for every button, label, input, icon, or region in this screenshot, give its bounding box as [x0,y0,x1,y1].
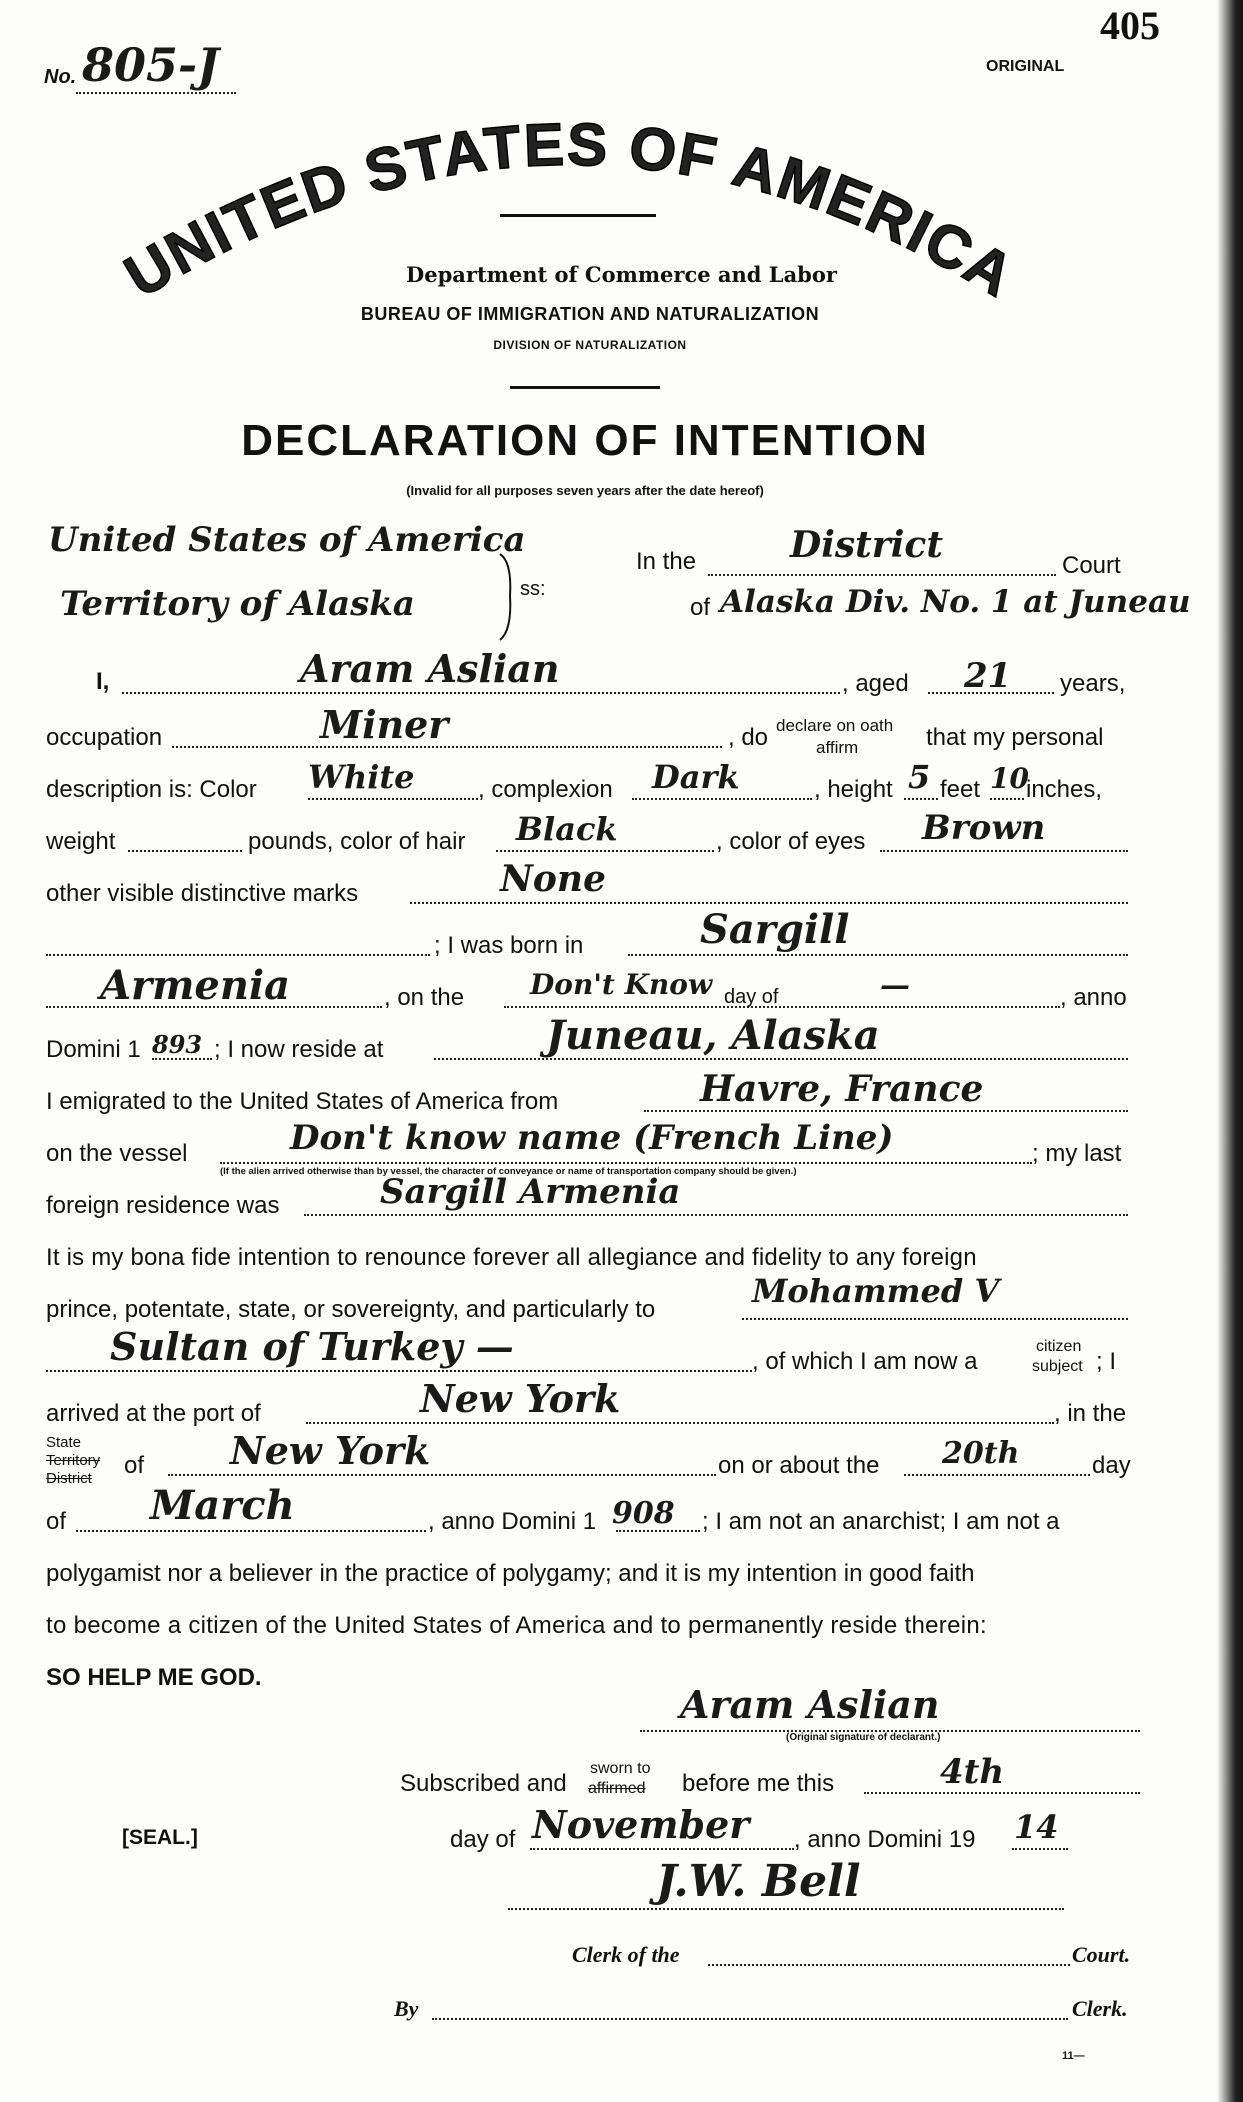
sovereign-2: Sultan of Turkey — [110,1324,514,1369]
arrived-label: arrived at the port of [46,1400,261,1427]
color-line [308,798,478,800]
page-number: 405 [1100,3,1160,48]
feet-label: feet [940,776,981,803]
so-help-text: SO HELP ME GOD. [46,1664,262,1691]
declare-label: declare on oath [776,716,894,735]
sworn-label: sworn to [590,1760,651,1777]
form-number: 11— [1062,2050,1085,2062]
header-rule-1 [500,214,656,217]
birth-month: — [880,968,910,1003]
inches-line [990,798,1024,800]
court-label: Court [1062,552,1121,579]
court-label-2: Court. [1072,1942,1131,1967]
scan-edge [1217,0,1243,2102]
document-subtitle: (Invalid for all purposes seven years after the date hereof) [406,483,764,498]
foreign-residence: Sargill Armenia [380,1172,681,1212]
arrival-day-line [904,1474,1090,1476]
foreign-label: foreign residence was [46,1192,280,1219]
marks-label: other visible distinctive marks [46,880,359,907]
territory-label: Territory [46,1452,101,1469]
on-the-label: , on the [384,984,465,1011]
feet-line [904,798,938,800]
court-type: District [790,524,943,566]
pounds-label: pounds, color of hair [248,828,466,855]
weight-label: weight [46,828,116,855]
venue-bracket [498,552,518,642]
clerk-signature: J.W. Bell [656,1856,861,1907]
marks: None [500,858,606,900]
born-country: Armenia [100,962,291,1009]
no-label: No. [44,66,77,88]
day-of-label-2: day of [450,1826,516,1853]
complexion-label: , complexion [478,776,613,803]
intention-text: It is my bona fide intention to renounce forever all allegiance and fidelity to any foreign [46,1244,977,1271]
port-line [306,1422,1054,1424]
port: New York [420,1376,621,1421]
anno-domini-label: , anno Domini 1 [428,1508,597,1535]
sub-day: 4th [940,1752,1005,1792]
state-of-label: of [124,1452,145,1479]
years-label: years, [1060,670,1126,697]
eyes: Brown [922,808,1046,848]
affirmed-label: affirmed [588,1780,646,1797]
birth-day: Don't Know [530,968,713,1001]
which-label: , of which I am now a [752,1348,978,1375]
bureau: BUREAU OF IMMIGRATION AND NATURALIZATION [360,304,820,324]
do-label: , do [728,724,769,751]
court-type-line [708,574,1056,576]
marks-line-2 [46,954,430,956]
birth-date-line [504,1006,1060,1008]
declarant-name: Aram Aslian [300,646,560,691]
citizen-text: to become a citizen of the United States of America and to permanently reside therein: [46,1612,987,1639]
declarant-signature: Aram Aslian [680,1682,940,1727]
anarchist-text: ; I am not an anarchist; I am not a [702,1508,1060,1535]
clerk-label-2: Clerk. [1072,1996,1128,2021]
subject-label: subject [1032,1358,1083,1375]
vessel-label: on the vessel [46,1140,188,1167]
sub-year: 14 [1014,1808,1059,1846]
eyes-label: , color of eyes [716,828,866,855]
hair: Black [516,810,618,848]
original-label: ORIGINAL [986,58,1065,75]
of2-label: of [46,1508,67,1535]
country-title: UNITED STATES OF AMERICA [113,110,1027,311]
complexion-line [632,798,812,800]
vessel-line [220,1162,1032,1164]
occupation-label: occupation [46,724,163,751]
document-title: DECLARATION OF INTENTION [241,416,929,465]
born-town: Sargill [700,906,850,953]
complexion: Dark [652,758,740,796]
signature-note: (Original signature of declarant.) [786,1732,941,1743]
in-the-label-2: , in the [1054,1400,1127,1427]
by-label: By [394,1996,419,2021]
district-label: District [46,1470,92,1487]
arrival-day: 20th [942,1436,1020,1471]
sub-day-line [864,1792,1140,1794]
day-label: day [1092,1452,1131,1479]
emigrated-from: Havre, France [700,1068,984,1110]
vessel-note: (If the alien arrived otherwise than by vessel, the character of conveyance or name of transportation company should be given.) [220,1166,797,1177]
arrival-year: 908 [612,1496,675,1531]
clerk-court-line [708,1964,1070,1966]
emigrated-label: I emigrated to the United States of America from [46,1088,559,1115]
document-number: 805-J [82,38,219,92]
semi-i-label: ; I [1096,1348,1117,1375]
age: 21 [964,656,1012,696]
polygamist-text: polygamist nor a believer in the practice of polygamy; and it is my intention in good faith [46,1560,975,1587]
last-label: ; my last [1032,1140,1122,1167]
weight-line [128,850,242,852]
emigrated-line [644,1110,1128,1112]
before-label: before me this [682,1770,835,1797]
inches-label: inches, [1026,776,1103,803]
sovereign-1: Mohammed V [752,1272,1000,1310]
name-line [122,692,840,694]
reside-label: ; I now reside at [214,1036,384,1063]
occupation: Miner [320,702,449,747]
court-place: Alaska Div. No. 1 at Juneau [720,584,1191,620]
color: White [308,758,415,796]
arrival-month-line [76,1530,426,1532]
venue-of-label: of [690,594,711,621]
division: DIVISION OF NATURALIZATION [493,338,687,352]
foreign-line [304,1214,1128,1216]
inches: 10 [990,762,1029,795]
marks-line [410,902,1128,904]
ss-label: ss: [520,578,546,600]
by-line [432,2018,1068,2020]
affirm-label: affirm [816,738,859,757]
sub-year-line [1012,1848,1068,1850]
prince-label: prince, potentate, state, or sovereignty, and particularly to [46,1296,656,1323]
vessel: Don't know name (French Line) [290,1118,894,1158]
sovereign-line [742,1318,1128,1320]
venue-line-1: United States of America [48,520,526,560]
department: Department of Commerce and Labor [406,262,837,287]
born-town-line [628,954,1128,956]
clerk-signature-line [508,1908,1064,1910]
aged-label: , aged [842,670,909,697]
anno-label: , anno [1060,984,1127,1011]
state: New York [230,1428,431,1473]
sovereign-line-2 [46,1370,752,1372]
venue-line-2: Territory of Alaska [60,584,415,624]
citizen-label: citizen [1036,1338,1082,1355]
eyes-line [880,850,1128,852]
arrival-month: March [150,1482,295,1529]
hair-line [496,850,714,852]
clerk-of-label: Clerk of the [572,1942,680,1967]
sub-month-line [530,1848,794,1850]
about-label: on or about the [718,1452,880,1479]
i-label: I, [96,668,110,695]
height-label: , height [814,776,893,803]
subscribed-label: Subscribed and [400,1770,567,1797]
feet: 5 [908,758,931,796]
sub-anno-label: , anno Domini 19 [794,1826,976,1853]
residence: Juneau, Alaska [546,1012,880,1059]
personal-label: that my personal [926,724,1104,751]
state-line [168,1474,716,1476]
sub-month: November [532,1802,750,1847]
born-label: ; I was born in [434,932,584,959]
birth-year: 893 [152,1030,203,1059]
seal-label: [SEAL.] [122,1826,198,1849]
day-of-label: day of [724,986,779,1008]
state-label: State [46,1434,82,1451]
in-the-label: In the [636,548,697,575]
domini-label: Domini 1 [46,1036,141,1063]
description-label: description is: Color [46,776,257,803]
header-rule-2 [510,386,660,389]
